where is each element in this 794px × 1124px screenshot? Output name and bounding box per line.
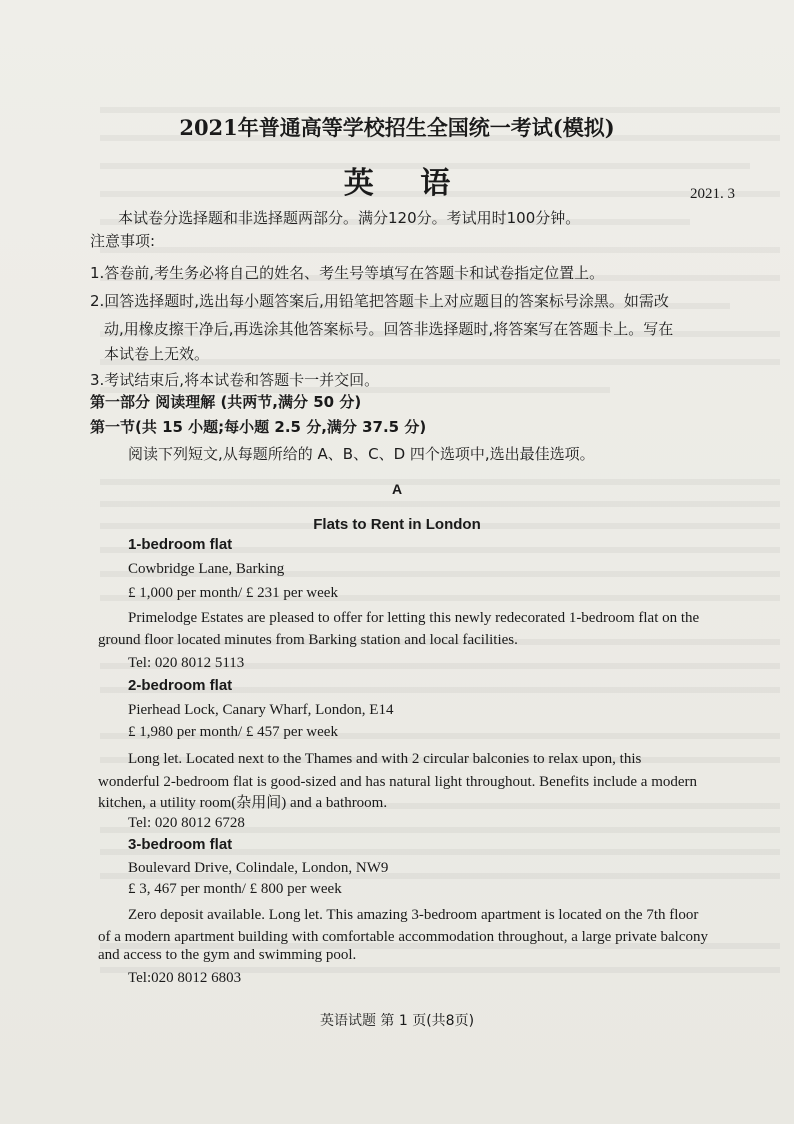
flat-3-telephone: Tel:020 8012 6803 (128, 970, 242, 986)
part-1-heading: 第一部分 阅读理解 (共两节,满分 50 分) (90, 393, 362, 411)
exam-date: 2021. 3 (690, 186, 735, 202)
flat-3-price: £ 3, 467 per month/ £ 800 per week (128, 881, 342, 897)
flat-2-telephone: Tel: 020 8012 6728 (128, 815, 245, 831)
flat-3-address: Boulevard Drive, Colindale, London, NW9 (128, 860, 389, 876)
flat-2-address: Pierhead Lock, Canary Wharf, London, E14 (128, 702, 394, 718)
subject-title: 英 语 (343, 166, 469, 201)
notice-item-1: 1.答卷前,考生务必将自己的姓名、考生号等填写在答题卡和试卷指定位置上。 (90, 264, 605, 282)
exam-title: 2021年普通高等学校招生全国统一考试(模拟) (179, 115, 615, 140)
flat-2-description-line-3: kitchen, a utility room(杂用间) and a bathroom. (98, 795, 388, 811)
reading-direction: 阅读下列短文,从每题所给的 A、B、C、D 四个选项中,选出最佳选项。 (128, 445, 595, 463)
section-1-heading: 第一节(共 15 小题;每小题 2.5 分,满分 37.5 分) (90, 418, 427, 436)
notice-label: 注意事项: (90, 232, 156, 250)
flat-3-description-line-2: of a modern apartment building with comfortable accommodation throughout, a large private balcony (98, 929, 708, 945)
flat-1-description-line-1: Primelodge Estates are pleased to offer for letting this newly redecorated 1-bedroom flat on the (128, 610, 700, 626)
notice-item-3: 3.考试结束后,将本试卷和答题卡一并交回。 (90, 371, 380, 389)
flat-1-address: Cowbridge Lane, Barking (128, 561, 285, 577)
page-footer: 英语试题 第 1 页(共8页) (319, 1013, 475, 1029)
flat-1-price: £ 1,000 per month/ £ 231 per week (128, 585, 338, 601)
instructions-intro: 本试卷分选择题和非选择题两部分。满分120分。考试用时100分钟。 (118, 209, 581, 227)
flat-1-type: 1-bedroom flat (128, 536, 233, 553)
flat-2-price: £ 1,980 per month/ £ 457 per week (128, 724, 338, 740)
flat-1-telephone: Tel: 020 8012 5113 (128, 655, 245, 671)
notice-item-2-line-1: 2.回答选择题时,选出每小题答案后,用铅笔把答题卡上对应题目的答案标号涂黑。如需改 (90, 292, 669, 310)
flat-3-type: 3-bedroom flat (128, 836, 233, 853)
flat-2-description-line-1: Long let. Located next to the Thames and with 2 circular balconies to relax upon, this (128, 751, 642, 767)
flat-3-description-line-1: Zero deposit available. Long let. This amazing 3-bedroom apartment is located on the 7th floor (128, 907, 699, 923)
passage-label: A (391, 481, 403, 497)
passage-title: Flats to Rent in London (313, 516, 481, 533)
flat-3-description-line-3: and access to the gym and swimming pool. (98, 947, 357, 963)
notice-item-2-line-2: 动,用橡皮擦干净后,再选涂其他答案标号。回答非选择题时,将答案写在答题卡上。写在 (104, 320, 674, 338)
flat-1-description-line-2: ground floor located minutes from Barking station and local facilities. (98, 632, 518, 648)
flat-2-description-line-2: wonderful 2-bedroom flat is good-sized and has natural light throughout. Benefits include a modern (98, 774, 698, 790)
notice-item-2-line-3: 本试卷上无效。 (104, 345, 210, 363)
flat-2-type: 2-bedroom flat (128, 677, 233, 694)
